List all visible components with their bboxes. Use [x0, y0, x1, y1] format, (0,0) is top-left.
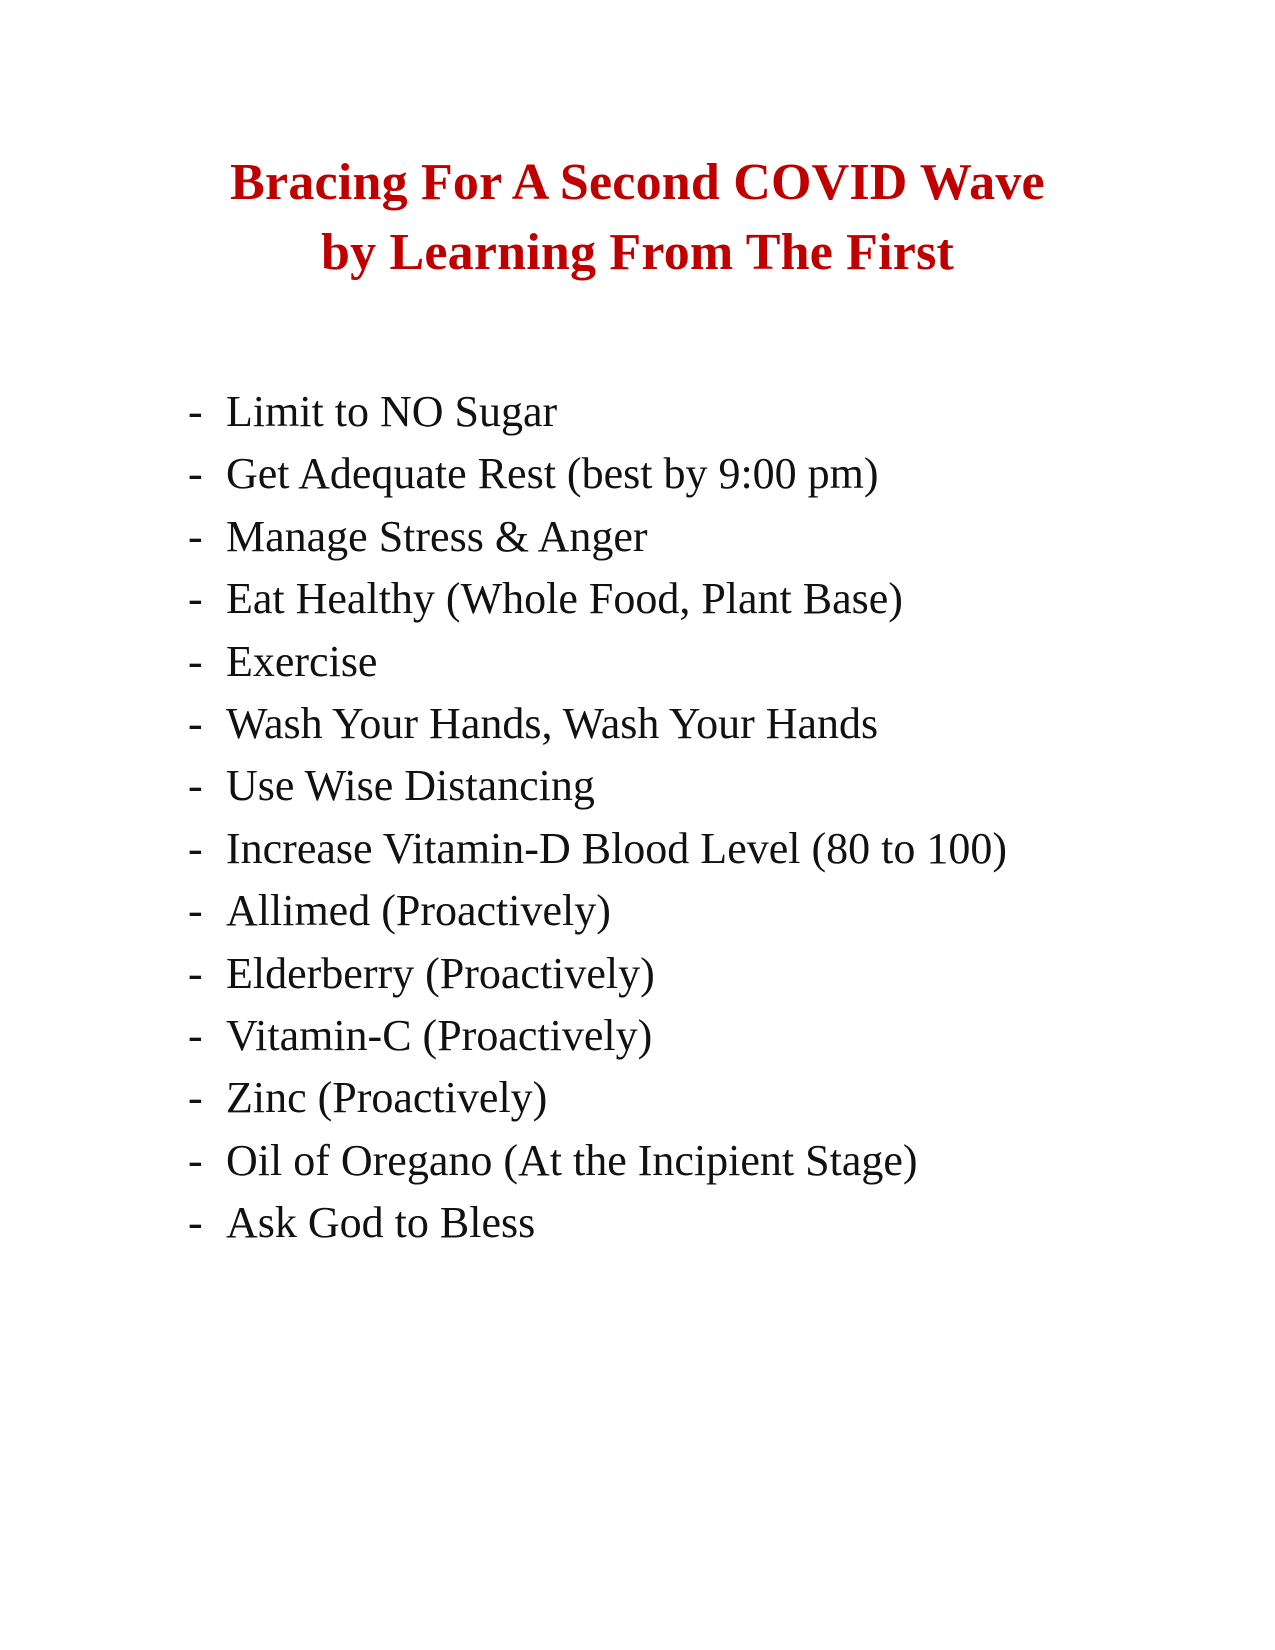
- list-item-text: Limit to NO Sugar: [226, 387, 558, 436]
- list-item: [188, 631, 1007, 693]
- list-item: [188, 506, 1007, 568]
- list-bullet: -: [188, 636, 203, 686]
- list-item: [188, 443, 1007, 505]
- list-item: [188, 568, 1007, 630]
- list-item-text: Eat Healthy (Whole Food, Plant Base): [226, 574, 903, 624]
- list-item-text: Allimed (Proactively): [226, 886, 611, 936]
- list-item-text: Exercise: [226, 636, 378, 686]
- tips-list: [188, 381, 1007, 1255]
- list-bullet: -: [188, 1011, 203, 1061]
- title-line-1: Bracing For A Second COVID Wave: [230, 154, 1045, 211]
- list-item: [188, 880, 1007, 942]
- list-bullet: -: [188, 511, 203, 561]
- list-bullet: -: [188, 823, 203, 873]
- list-bullet: -: [188, 886, 203, 936]
- document-title: [0, 148, 1275, 288]
- list-item-text: Zinc (Proactively): [226, 1073, 548, 1123]
- title-line-2: by Learning From The First: [320, 224, 955, 281]
- list-item: [188, 818, 1007, 880]
- list-item-text: Oil of Oregano (At the Incipient Stage): [226, 1135, 918, 1185]
- list-item-text: Increase Vitamin-D Blood Level (80 to 100): [226, 823, 1007, 873]
- list-bullet: -: [188, 948, 203, 998]
- list-bullet: -: [188, 761, 203, 811]
- list-item-text: Use Wise Distancing: [226, 761, 595, 811]
- list-item-text: Get Adequate Rest (best by 9:00 pm): [226, 449, 879, 499]
- list-item: [188, 1005, 1007, 1067]
- list-bullet: -: [188, 1198, 203, 1248]
- list-bullet: -: [188, 449, 203, 499]
- list-bullet: -: [188, 574, 203, 624]
- list-item-text: Manage Stress & Anger: [226, 511, 648, 561]
- list-item-text: Wash Your Hands, Wash Your Hands: [226, 699, 879, 749]
- list-bullet: -: [188, 699, 203, 749]
- list-item: [188, 1067, 1007, 1129]
- list-item-text: Vitamin-C (Proactively): [226, 1011, 653, 1061]
- list-item: [188, 943, 1007, 1005]
- list-bullet: -: [188, 387, 203, 436]
- list-item: [188, 381, 1007, 443]
- list-item: [188, 755, 1007, 817]
- list-bullet: -: [188, 1135, 203, 1185]
- list-item: [188, 693, 1007, 755]
- list-item-text: Elderberry (Proactively): [226, 948, 655, 998]
- list-item: [188, 1192, 1007, 1254]
- list-bullet: -: [188, 1073, 203, 1123]
- list-item-text: Ask God to Bless: [226, 1198, 536, 1248]
- list-item: [188, 1130, 1007, 1192]
